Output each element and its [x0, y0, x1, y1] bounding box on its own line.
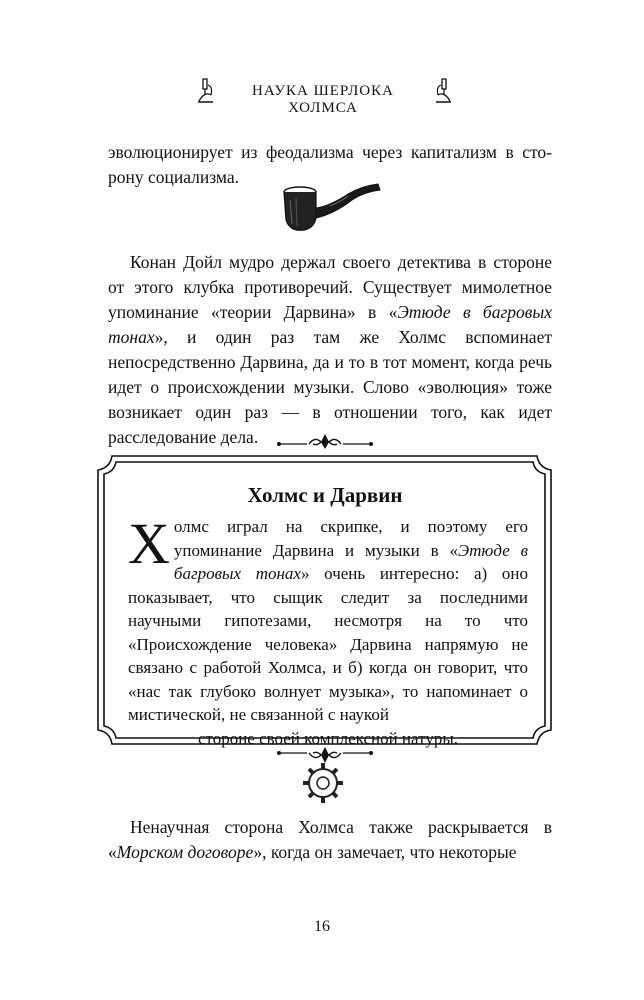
text-span: », когда он замечает, что некоторые [253, 842, 517, 862]
text-line: рону социализма. [108, 167, 240, 187]
page-number: 16 [314, 918, 330, 935]
sidebar-text [128, 511, 528, 750]
paragraph [108, 815, 552, 865]
text-span: », и один раз там же Холмс вспоминает непосредственно Дарвина, да и то в тот момент, когда речь идет о происхождении музыки. Слово «эволюция» тоже возникает один раз — в отношении того, как идет расследование дела. [108, 327, 552, 447]
gear-ornament [300, 760, 346, 806]
microscope-icon [432, 75, 454, 105]
text-span: олмс играл на скрипке, и поэтому его упоминание Дарвина и музыки в « [173, 517, 528, 560]
sidebar-title: Холмс и Дарвин [247, 483, 403, 507]
text-span: Конан Дойл мудро держал своего детектива в стороне от этого клубка противоречий. Существует мимолетное упоминание «теории Дарвина» в « [108, 252, 552, 322]
text-span: » очень интересно: а) оно показывает, что сыщик следит за последними научными гипотезами, несмотря на то что «Происхождение человека» Дарвина напрямую не связано с работой Холмса, и б) когда он говорит, что «нас так глубоко волнует музыка», то напоминает о мистической, не связанной с наукой [128, 564, 528, 724]
text-line: эволюционирует из феодализма через капитализм в сто- [108, 142, 552, 162]
microscope-icon [195, 75, 217, 105]
text-span: Ненаучная сторона Холмса также раскрывается в « [108, 817, 552, 862]
pipe-illustration [270, 178, 385, 238]
book-title: Морском договоре [116, 842, 254, 862]
paragraph [108, 250, 552, 450]
book-title: Этюде в багровых тонах [173, 540, 528, 583]
book-title: Этюде в багровых тонах [108, 302, 552, 347]
running-title: НАУКА ШЕРЛОКА ХОЛМСА [252, 83, 394, 116]
top-ornament [275, 432, 375, 452]
drop-cap: Х [128, 511, 170, 576]
text-line: стороне своей комплексной натуры. [197, 728, 459, 748]
running-header [0, 75, 644, 116]
